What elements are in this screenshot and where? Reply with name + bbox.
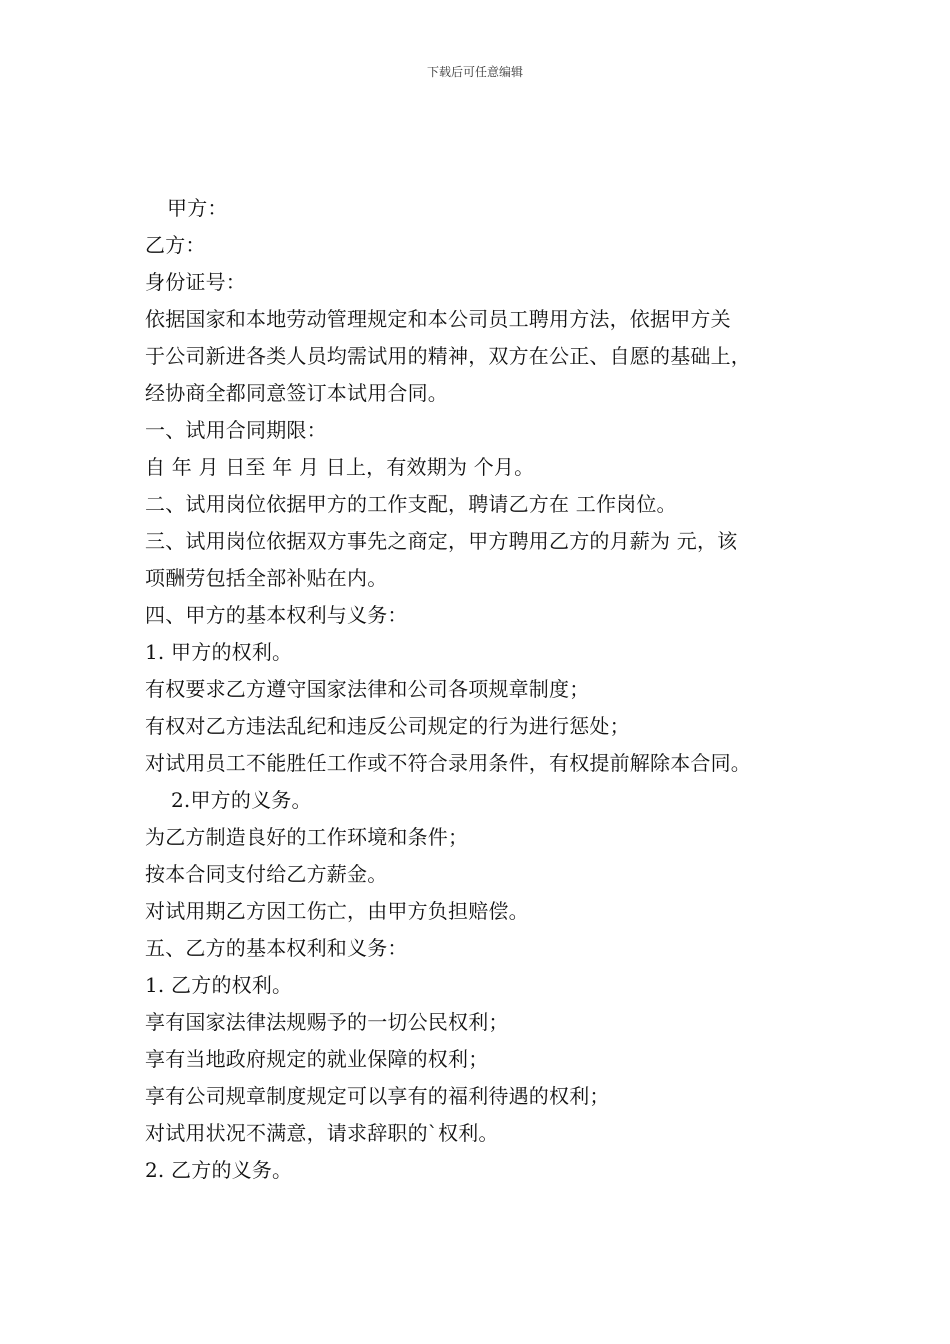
list-item: 有权要求乙方遵守国家法律和公司各项规章制度； [145, 677, 590, 701]
section-heading: 三、试用岗位依据双方事先之商定，甲方聘用乙方的月薪为 元，该 [145, 529, 738, 553]
list-item: 按本合同支付给乙方薪金。 [145, 862, 388, 886]
section-heading: 二、试用岗位依据甲方的工作支配，聘请乙方在 工作岗位。 [145, 492, 677, 516]
list-item: 为乙方制造良好的工作环境和条件； [145, 825, 469, 849]
page-header: 下载后可任意编辑 [426, 65, 523, 79]
list-item: 有权对乙方违法乱纪和违反公司规定的行为进行惩处； [145, 714, 630, 738]
paragraph-line: 于公司新进各类人员均需试用的精神，双方在公正、自愿的基础上， [145, 344, 751, 368]
list-item: 享有公司规章制度规定可以享有的福利待遇的权利； [145, 1084, 610, 1108]
paragraph-line: 依据国家和本地劳动管理规定和本公司员工聘用方法，依据甲方关 [145, 307, 731, 331]
list-item: 对试用期乙方因工伤亡，由甲方负担赔偿。 [145, 899, 529, 923]
section-heading: 五、乙方的基本权利和义务： [145, 936, 408, 960]
section-heading: 一、试用合同期限： [145, 418, 327, 442]
subsection-heading: 2.甲方的义务。 [171, 788, 312, 812]
list-item: 享有国家法律法规赐予的一切公民权利； [145, 1010, 509, 1034]
list-item: 享有当地政府规定的就业保障的权利； [145, 1047, 489, 1071]
list-item: 对试用员工不能胜任工作或不符合录用条件，有权提前解除本合同。 [145, 751, 751, 775]
document-body [145, 190, 825, 1189]
party-b-line: 乙方： [145, 233, 206, 257]
section-heading: 四、甲方的基本权利与义务： [145, 603, 408, 627]
paragraph-line: 项酬劳包括全部补贴在内。 [145, 566, 388, 590]
subsection-heading: 1. 乙方的权利。 [145, 973, 293, 997]
party-a-line: 甲方： [167, 196, 228, 220]
subsection-heading: 2. 乙方的义务。 [145, 1158, 293, 1182]
id-number-line: 身份证号： [145, 270, 246, 294]
paragraph-line: 经协商全都同意签订本试用合同。 [145, 381, 448, 405]
subsection-heading: 1. 甲方的权利。 [145, 640, 293, 664]
list-item: 对试用状况不满意，请求辞职的`权利。 [145, 1121, 499, 1145]
paragraph-line: 自 年 月 日至 年 月 日上，有效期为 个月。 [145, 455, 535, 479]
